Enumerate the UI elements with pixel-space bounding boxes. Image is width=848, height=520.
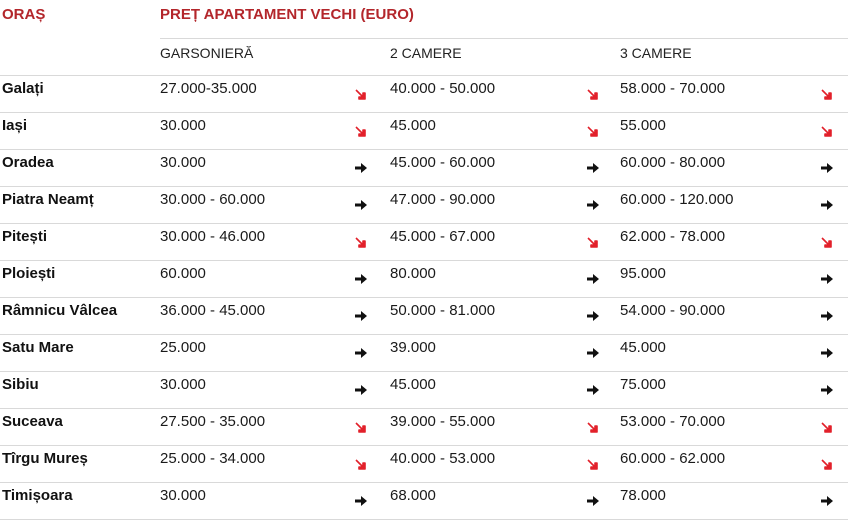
trend-down-arrow-icon (354, 87, 368, 101)
price-value: 40.000 - 50.000 (390, 80, 496, 97)
city-name: Suceava (0, 409, 160, 446)
table-row (0, 409, 848, 446)
trend-down-arrow-icon (354, 457, 368, 471)
trend-flat-arrow-icon (354, 383, 368, 397)
price-value: 45.000 (390, 117, 436, 134)
trend-flat-arrow-icon (820, 383, 834, 397)
trend-flat-arrow-icon (586, 309, 600, 323)
price-value: 30.000 (160, 117, 206, 134)
city-name: Piatra Neamț (0, 187, 160, 224)
trend-down-arrow-icon (586, 457, 600, 471)
price-value: 25.000 - 34.000 (160, 450, 266, 467)
price-cell (390, 113, 620, 150)
price-value: 30.000 (160, 487, 206, 504)
price-cell (160, 224, 390, 261)
table-row (0, 298, 848, 335)
table-row (0, 113, 848, 150)
price-cell (390, 335, 620, 372)
price-value: 39.000 - 55.000 (390, 413, 496, 430)
price-cell (160, 113, 390, 150)
price-cell (390, 187, 620, 224)
price-value: 25.000 (160, 339, 206, 356)
price-cell (160, 261, 390, 298)
price-value: 95.000 (620, 265, 666, 282)
trend-flat-arrow-icon (820, 309, 834, 323)
col-header-3-rooms: 3 CAMERE (620, 39, 848, 76)
trend-down-arrow-icon (586, 124, 600, 138)
trend-down-arrow-icon (820, 457, 834, 471)
trend-flat-arrow-icon (354, 346, 368, 360)
price-cell (620, 483, 848, 520)
price-cell (620, 409, 848, 446)
city-name: Sibiu (0, 372, 160, 409)
price-cell (160, 483, 390, 520)
trend-down-arrow-icon (586, 87, 600, 101)
price-cell (390, 224, 620, 261)
price-value: 30.000 - 60.000 (160, 191, 266, 208)
price-value: 47.000 - 90.000 (390, 191, 496, 208)
trend-down-arrow-icon (586, 420, 600, 434)
price-value: 30.000 - 46.000 (160, 228, 266, 245)
trend-flat-arrow-icon (354, 161, 368, 175)
price-cell (160, 409, 390, 446)
table-row (0, 76, 848, 113)
price-cell (160, 372, 390, 409)
city-column-header: ORAȘ (2, 6, 46, 23)
price-value: 55.000 (620, 117, 666, 134)
header-spacer (0, 39, 160, 76)
price-cell (620, 150, 848, 187)
col-header-studio: GARSONIERĂ (160, 39, 390, 76)
price-value: 27.500 - 35.000 (160, 413, 266, 430)
price-cell (620, 261, 848, 298)
city-name: Tîrgu Mureș (0, 446, 160, 483)
price-cell (160, 298, 390, 335)
col-header-2-rooms: 2 CAMERE (390, 39, 620, 76)
trend-flat-arrow-icon (586, 346, 600, 360)
trend-flat-arrow-icon (586, 198, 600, 212)
price-value: 75.000 (620, 376, 666, 393)
header-row-1 (0, 0, 848, 39)
trend-flat-arrow-icon (586, 161, 600, 175)
price-value: 60.000 (160, 265, 206, 282)
table-title: PREȚ APARTAMENT VECHI (EURO) (160, 0, 848, 39)
trend-flat-arrow-icon (354, 494, 368, 508)
price-cell (620, 298, 848, 335)
price-cell (160, 187, 390, 224)
price-value: 60.000 - 62.000 (620, 450, 726, 467)
table-row (0, 483, 848, 520)
city-name: Galați (0, 76, 160, 113)
price-cell (390, 483, 620, 520)
trend-flat-arrow-icon (820, 272, 834, 286)
table-row (0, 224, 848, 261)
price-value: 30.000 (160, 376, 206, 393)
price-cell (620, 224, 848, 261)
trend-flat-arrow-icon (820, 198, 834, 212)
trend-flat-arrow-icon (586, 272, 600, 286)
price-cell (620, 335, 848, 372)
trend-down-arrow-icon (820, 235, 834, 249)
trend-flat-arrow-icon (820, 346, 834, 360)
price-value: 60.000 - 120.000 (620, 191, 734, 208)
price-value: 39.000 (390, 339, 436, 356)
price-cell (160, 446, 390, 483)
trend-flat-arrow-icon (354, 272, 368, 286)
price-value: 45.000 - 67.000 (390, 228, 496, 245)
trend-flat-arrow-icon (354, 309, 368, 323)
city-name: Pitești (0, 224, 160, 261)
price-cell (160, 335, 390, 372)
price-value: 62.000 - 78.000 (620, 228, 726, 245)
price-cell (390, 76, 620, 113)
price-value: 45.000 (620, 339, 666, 356)
price-cell (620, 76, 848, 113)
price-cell (390, 409, 620, 446)
city-name: Satu Mare (0, 335, 160, 372)
price-cell (390, 150, 620, 187)
trend-down-arrow-icon (820, 87, 834, 101)
price-value: 40.000 - 53.000 (390, 450, 496, 467)
price-value: 36.000 - 45.000 (160, 302, 266, 319)
trend-flat-arrow-icon (586, 383, 600, 397)
trend-flat-arrow-icon (354, 198, 368, 212)
price-cell (160, 150, 390, 187)
price-cell (390, 372, 620, 409)
price-cell (620, 446, 848, 483)
price-cell (160, 76, 390, 113)
price-value: 60.000 - 80.000 (620, 154, 726, 171)
header-row-2 (0, 39, 848, 76)
price-cell (620, 113, 848, 150)
trend-down-arrow-icon (354, 420, 368, 434)
price-value: 54.000 - 90.000 (620, 302, 726, 319)
trend-down-arrow-icon (820, 420, 834, 434)
city-name: Râmnicu Vâlcea (0, 298, 160, 335)
city-name: Timișoara (0, 483, 160, 520)
table-row (0, 150, 848, 187)
table-row (0, 372, 848, 409)
trend-down-arrow-icon (820, 124, 834, 138)
price-value: 78.000 (620, 487, 666, 504)
trend-down-arrow-icon (586, 235, 600, 249)
trend-flat-arrow-icon (586, 494, 600, 508)
city-name: Ploiești (0, 261, 160, 298)
table-row (0, 446, 848, 483)
price-value: 80.000 (390, 265, 436, 282)
price-value: 45.000 - 60.000 (390, 154, 496, 171)
price-cell (620, 187, 848, 224)
price-value: 68.000 (390, 487, 436, 504)
trend-down-arrow-icon (354, 235, 368, 249)
price-value: 27.000-35.000 (160, 80, 257, 97)
price-value: 58.000 - 70.000 (620, 80, 726, 97)
price-value: 50.000 - 81.000 (390, 302, 496, 319)
price-cell (390, 298, 620, 335)
price-cell (620, 372, 848, 409)
price-value: 53.000 - 70.000 (620, 413, 726, 430)
price-value: 45.000 (390, 376, 436, 393)
table-row (0, 335, 848, 372)
trend-flat-arrow-icon (820, 161, 834, 175)
city-name: Oradea (0, 150, 160, 187)
trend-flat-arrow-icon (820, 494, 834, 508)
price-cell (390, 261, 620, 298)
price-value: 30.000 (160, 154, 206, 171)
table-row (0, 187, 848, 224)
city-name: Iași (0, 113, 160, 150)
trend-down-arrow-icon (354, 124, 368, 138)
table-row (0, 261, 848, 298)
price-cell (390, 446, 620, 483)
